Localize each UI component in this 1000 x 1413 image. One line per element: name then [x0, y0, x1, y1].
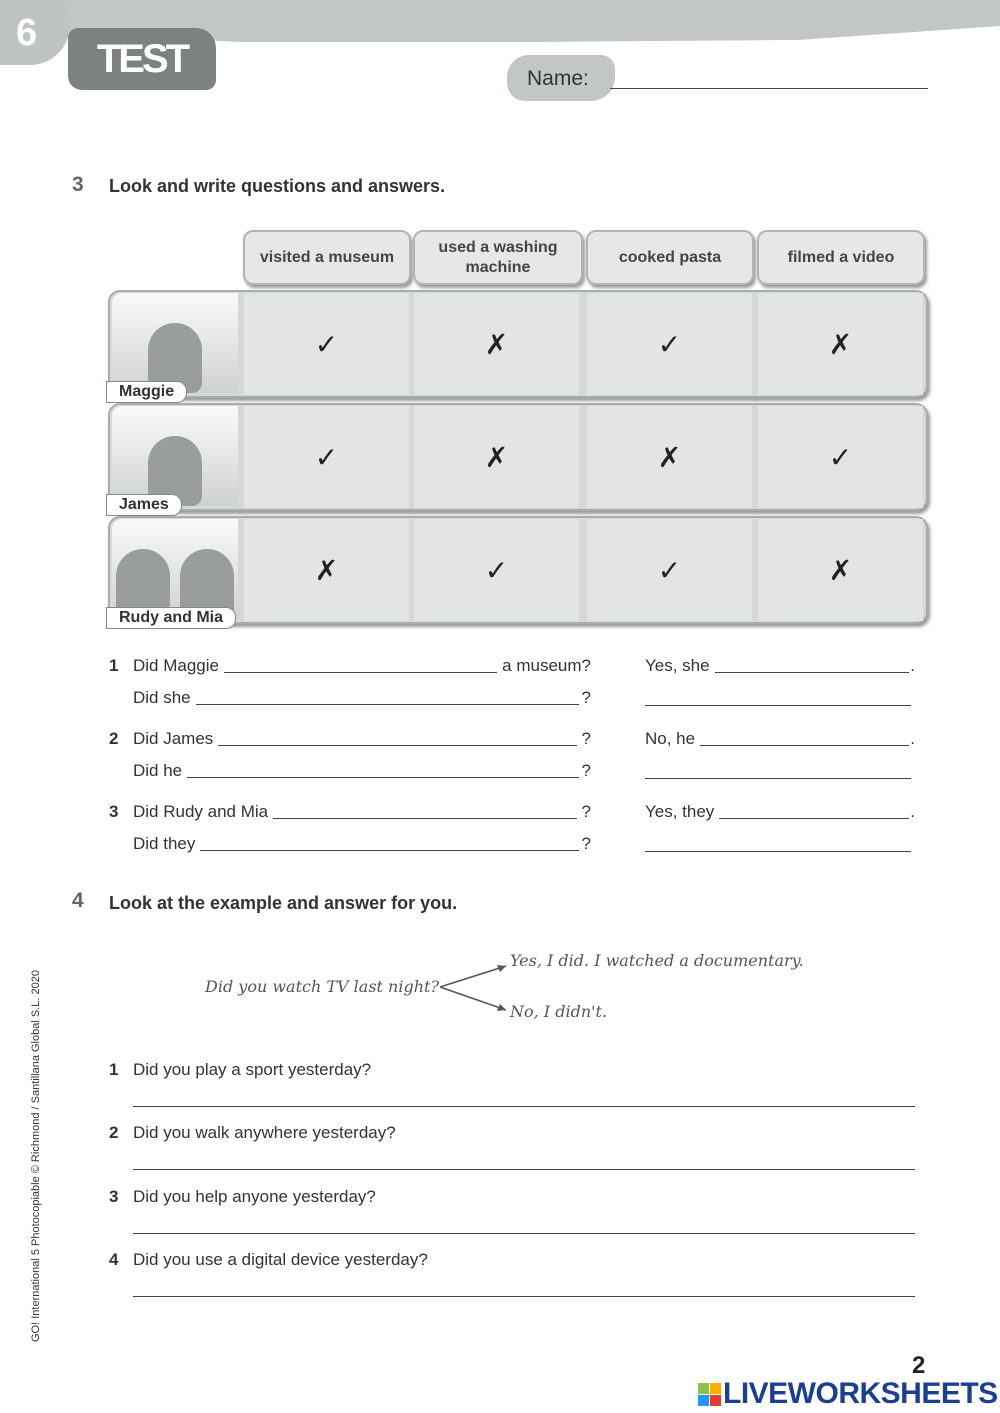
question-end: ?	[581, 802, 591, 821]
column-header: cooked pasta	[586, 230, 754, 285]
mark-cell: ✗	[414, 293, 579, 395]
answer-input[interactable]	[700, 729, 909, 746]
person-name: Rudy and Mia	[106, 607, 236, 629]
exercise-number: 3	[72, 173, 84, 196]
answer-input[interactable]	[133, 1106, 915, 1107]
liveworksheets-logo	[698, 1377, 998, 1411]
answer-input[interactable]	[719, 802, 909, 819]
answer-end: .	[910, 802, 915, 821]
person-photo	[112, 406, 238, 506]
mark-cell: ✓	[244, 293, 409, 395]
item-number: 3	[109, 802, 119, 821]
item-number: 1	[109, 1060, 119, 1079]
item-number: 3	[109, 1187, 119, 1206]
branch-arrows-icon	[436, 960, 512, 1016]
mark-cell: ✗	[587, 406, 752, 508]
question-end: ?	[581, 834, 591, 853]
logo-icon	[698, 1383, 721, 1406]
answer-input[interactable]	[645, 778, 911, 779]
answer-input[interactable]	[273, 802, 576, 819]
mark-cell: ✗	[758, 293, 923, 395]
answer-input[interactable]	[196, 688, 579, 705]
mark-cell: ✓	[244, 406, 409, 508]
answer-input[interactable]	[218, 729, 576, 746]
question-end: ?	[581, 688, 591, 707]
mark-cell: ✓	[587, 293, 752, 395]
question-start: Did they	[133, 834, 196, 853]
question-end: a museum?	[502, 656, 591, 675]
example-question: Did you watch TV last night?	[205, 977, 440, 996]
short-answer	[645, 802, 915, 822]
answer-input[interactable]	[187, 761, 578, 778]
person-photo	[112, 519, 238, 619]
mark-cell: ✗	[758, 519, 923, 621]
column-header: used a washing machine	[413, 230, 583, 285]
short-answer	[645, 656, 915, 676]
question-line-2	[133, 761, 591, 781]
item-number: 2	[109, 729, 119, 748]
question-start: Did she	[133, 688, 191, 707]
person-photo	[112, 293, 238, 393]
test-badge: TEST	[68, 28, 216, 90]
short-answer	[645, 729, 915, 749]
answer-input[interactable]	[133, 1169, 915, 1170]
question-line-1	[133, 729, 591, 749]
answer-input[interactable]	[715, 656, 910, 673]
answer-input[interactable]	[133, 1296, 915, 1297]
person-name: Maggie	[106, 381, 187, 403]
question-start: Did James	[133, 729, 214, 748]
answer-input[interactable]	[133, 1233, 915, 1234]
answer-start: Yes, she	[645, 656, 710, 675]
name-input[interactable]	[610, 88, 928, 89]
exercise-number: 4	[72, 889, 84, 912]
question-start: Did he	[133, 761, 183, 780]
logo-text: LIVEWORKSHEETS	[723, 1377, 998, 1410]
question-text: Did you help anyone yesterday?	[133, 1187, 376, 1206]
exercise-title: Look and write questions and answers.	[109, 176, 446, 196]
answer-input[interactable]	[224, 656, 497, 673]
item-number: 1	[109, 656, 119, 675]
mark-cell: ✓	[758, 406, 923, 508]
page-number: 2	[912, 1352, 926, 1379]
question-end: ?	[581, 729, 591, 748]
unit-number: 6	[0, 0, 70, 65]
answer-end: .	[910, 656, 915, 675]
mark-cell: ✗	[414, 406, 579, 508]
question-line-2	[133, 688, 591, 708]
column-header: visited a museum	[243, 230, 411, 285]
question-end: ?	[581, 761, 591, 780]
item-number: 4	[109, 1250, 119, 1269]
mark-cell: ✓	[414, 519, 579, 621]
question-text: Did you walk anywhere yesterday?	[133, 1123, 396, 1142]
example-no: No, I didn't.	[510, 1002, 608, 1021]
question-start: Did Rudy and Mia	[133, 802, 269, 821]
exercise-title: Look at the example and answer for you.	[109, 893, 458, 913]
mark-cell: ✓	[587, 519, 752, 621]
name-label: Name:	[507, 55, 615, 101]
person-name: James	[106, 494, 182, 516]
question-line-2	[133, 834, 591, 854]
column-header: filmed a video	[757, 230, 925, 285]
copyright-text: GO! International 5 Photocopiable © Richmond / Santillana Global S.L. 2020	[30, 970, 42, 1342]
answer-input[interactable]	[200, 834, 578, 851]
answer-input[interactable]	[645, 705, 911, 706]
question-line-1	[133, 656, 591, 676]
answer-end: .	[910, 729, 915, 748]
question-start: Did Maggie	[133, 656, 219, 675]
item-number: 2	[109, 1123, 119, 1142]
question-text: Did you use a digital device yesterday?	[133, 1250, 428, 1269]
answer-input[interactable]	[645, 851, 911, 852]
answer-start: Yes, they	[645, 802, 715, 821]
question-text: Did you play a sport yesterday?	[133, 1060, 372, 1079]
answer-start: No, he	[645, 729, 696, 748]
question-line-1	[133, 802, 591, 822]
example-yes: Yes, I did. I watched a documentary.	[510, 951, 804, 970]
mark-cell: ✗	[244, 519, 409, 621]
